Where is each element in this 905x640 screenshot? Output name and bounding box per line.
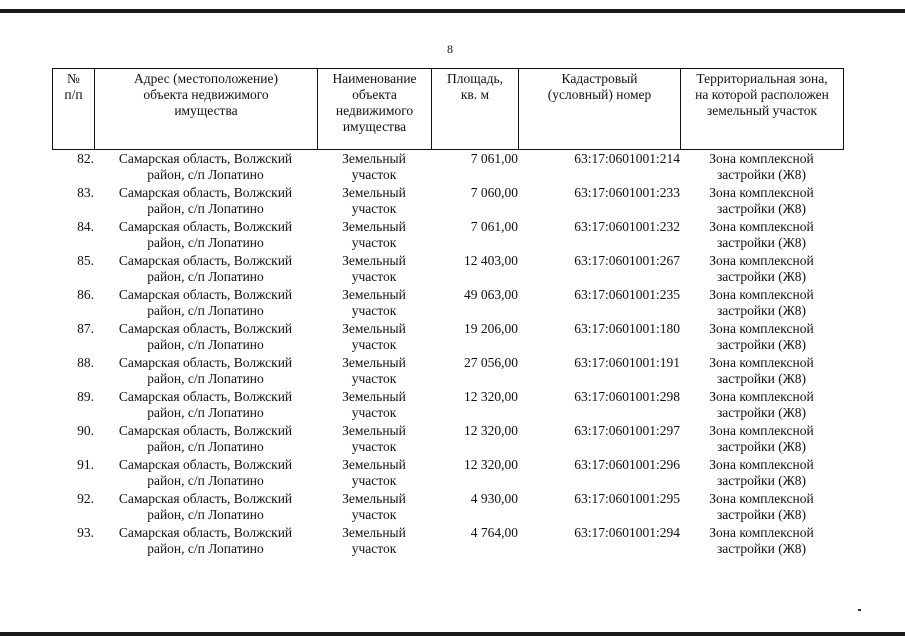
table-row: [52, 219, 843, 253]
row-cadastral-number: 63:17:0601001:233: [574, 185, 680, 200]
row-number: 87.: [77, 321, 94, 336]
row-cadastral-number: 63:17:0601001:232: [574, 219, 680, 234]
header-territorial-zone: Территориальная зона, на которой расположен земельный участок: [681, 69, 844, 150]
row-area: 19 206,00: [464, 321, 518, 336]
row-address: Самарская область, Волжский район, с/п Лопатино: [118, 185, 293, 216]
row-object-name: Земельный участок: [342, 457, 406, 488]
table-body: [52, 151, 843, 559]
row-cadastral-number: 63:17:0601001:267: [574, 253, 680, 268]
table-row: [52, 185, 843, 219]
row-area: 49 063,00: [464, 287, 518, 302]
row-territorial-zone: Зона комплексной застройки (Ж8): [709, 287, 814, 318]
row-object-name: Земельный участок: [342, 321, 406, 352]
header-address: Адрес (местоположение) объекта недвижимого имущества: [95, 69, 318, 150]
table-row: [52, 355, 843, 389]
row-address: Самарская область, Волжский район, с/п Лопатино: [118, 151, 293, 182]
row-area: 12 403,00: [464, 253, 518, 268]
row-number: 86.: [77, 287, 94, 302]
row-number: 83.: [77, 185, 94, 200]
table-row: [52, 389, 843, 423]
row-cadastral-number: 63:17:0601001:296: [574, 457, 680, 472]
row-territorial-zone: Зона комплексной застройки (Ж8): [709, 185, 814, 216]
header-area: Площадь, кв. м: [432, 69, 519, 150]
row-number: 85.: [77, 253, 94, 268]
row-territorial-zone: Зона комплексной застройки (Ж8): [709, 355, 814, 386]
table-row: [52, 287, 843, 321]
row-cadastral-number: 63:17:0601001:191: [574, 355, 680, 370]
header-cadastral-number: Кадастровый (условный) номер: [519, 69, 681, 150]
row-address: Самарская область, Волжский район, с/п Лопатино: [118, 253, 293, 284]
row-cadastral-number: 63:17:0601001:295: [574, 491, 680, 506]
row-object-name: Земельный участок: [342, 151, 406, 182]
table-row: [52, 457, 843, 491]
row-territorial-zone: Зона комплексной застройки (Ж8): [709, 525, 814, 556]
row-object-name: Земельный участок: [342, 423, 406, 454]
row-number: 93.: [77, 525, 94, 540]
table-row: [52, 151, 843, 185]
row-territorial-zone: Зона комплексной застройки (Ж8): [709, 457, 814, 488]
row-area: 7 060,00: [470, 185, 518, 200]
row-territorial-zone: Зона комплексной застройки (Ж8): [709, 219, 814, 250]
row-cadastral-number: 63:17:0601001:235: [574, 287, 680, 302]
row-object-name: Земельный участок: [342, 525, 406, 556]
row-number: 89.: [77, 389, 94, 404]
table-header: [52, 68, 844, 150]
row-address: Самарская область, Волжский район, с/п Лопатино: [118, 321, 293, 352]
row-number: 90.: [77, 423, 94, 438]
table-row: [52, 491, 843, 525]
row-address: Самарская область, Волжский район, с/п Лопатино: [118, 457, 293, 488]
table-row: [52, 321, 843, 355]
row-object-name: Земельный участок: [342, 185, 406, 216]
row-area: 4 764,00: [470, 525, 518, 540]
row-address: Самарская область, Волжский район, с/п Лопатино: [118, 389, 293, 420]
row-number: 84.: [77, 219, 94, 234]
row-object-name: Земельный участок: [342, 219, 406, 250]
row-cadastral-number: 63:17:0601001:297: [574, 423, 680, 438]
row-territorial-zone: Зона комплексной застройки (Ж8): [709, 321, 814, 352]
row-object-name: Земельный участок: [342, 355, 406, 386]
row-object-name: Земельный участок: [342, 287, 406, 318]
row-address: Самарская область, Волжский район, с/п Лопатино: [118, 355, 293, 386]
row-area: 12 320,00: [464, 457, 518, 472]
page-number: 8: [447, 42, 453, 56]
row-cadastral-number: 63:17:0601001:214: [574, 151, 680, 166]
row-area: 7 061,00: [470, 219, 518, 234]
row-cadastral-number: 63:17:0601001:294: [574, 525, 680, 540]
row-address: Самарская область, Волжский район, с/п Лопатино: [118, 491, 293, 522]
row-number: 82.: [77, 151, 94, 166]
row-object-name: Земельный участок: [342, 253, 406, 284]
row-cadastral-number: 63:17:0601001:180: [574, 321, 680, 336]
table-row: [52, 423, 843, 457]
table-row: [52, 253, 843, 287]
row-area: 7 061,00: [470, 151, 518, 166]
scan-speck: [858, 609, 861, 611]
table-row: [52, 525, 843, 559]
row-address: Самарская область, Волжский район, с/п Лопатино: [118, 525, 293, 556]
row-address: Самарская область, Волжский район, с/п Лопатино: [118, 423, 293, 454]
row-territorial-zone: Зона комплексной застройки (Ж8): [709, 491, 814, 522]
row-number: 92.: [77, 491, 94, 506]
header-object-name: Наименование объекта недвижимого имущества: [318, 69, 432, 150]
bottom-scan-border: [0, 632, 905, 636]
row-number: 88.: [77, 355, 94, 370]
row-address: Самарская область, Волжский район, с/п Лопатино: [118, 219, 293, 250]
row-number: 91.: [77, 457, 94, 472]
row-area: 27 056,00: [464, 355, 518, 370]
row-territorial-zone: Зона комплексной застройки (Ж8): [709, 253, 814, 284]
row-territorial-zone: Зона комплексной застройки (Ж8): [709, 151, 814, 182]
row-area: 12 320,00: [464, 423, 518, 438]
row-territorial-zone: Зона комплексной застройки (Ж8): [709, 389, 814, 420]
row-object-name: Земельный участок: [342, 491, 406, 522]
header-number: № п/п: [53, 69, 95, 150]
row-cadastral-number: 63:17:0601001:298: [574, 389, 680, 404]
row-territorial-zone: Зона комплексной застройки (Ж8): [709, 423, 814, 454]
row-address: Самарская область, Волжский район, с/п Лопатино: [118, 287, 293, 318]
row-area: 4 930,00: [470, 491, 518, 506]
top-scan-border: [0, 9, 905, 13]
row-object-name: Земельный участок: [342, 389, 406, 420]
row-area: 12 320,00: [464, 389, 518, 404]
